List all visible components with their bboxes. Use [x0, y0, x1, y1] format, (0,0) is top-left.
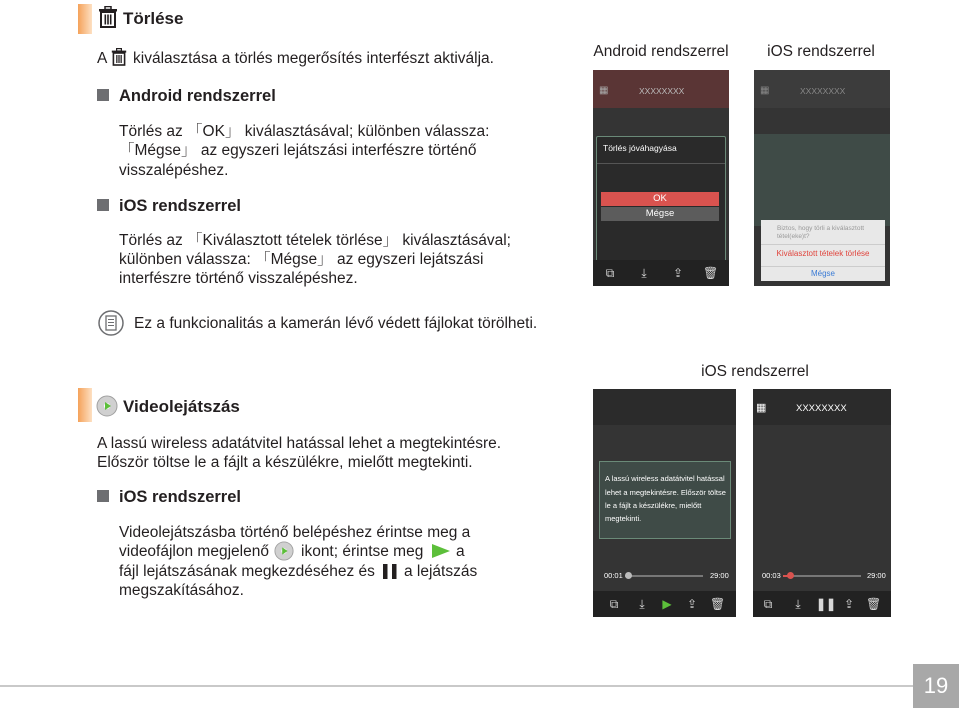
delete-intro-text: kiválasztása a törlés megerősítés interfészt aktiválja.: [133, 50, 494, 67]
progress-track[interactable]: [783, 575, 861, 577]
bottom-toolbar: [593, 591, 736, 617]
grid-icon: ▦: [756, 402, 767, 414]
message-line-1: A lassú wireless adatátvitel hatással: [605, 474, 725, 483]
video-disc-icon: [274, 541, 294, 561]
progress-track[interactable]: [625, 575, 703, 577]
download-icon[interactable]: ⤓: [641, 266, 647, 280]
video-disc-icon: [96, 395, 118, 417]
time-start: 00:01: [604, 571, 623, 580]
section-title-video: Videolejátszás: [123, 397, 240, 416]
bottom-toolbar: [593, 260, 729, 286]
message-line-2: lehet a megtekintésre. Először töltse: [605, 488, 726, 497]
time-start: 00:03: [762, 571, 781, 580]
share-icon[interactable]: ⇪: [686, 597, 698, 611]
video-ios-line-2b: ikont; érintse meg: [301, 543, 424, 560]
note-text: Ez a funkcionalitás a kamerán lévő védett fájlokat törölheti.: [134, 315, 538, 332]
trash-icon: [111, 48, 127, 66]
video-ios-line-3b: a lejátszás: [404, 563, 478, 580]
pause-icon: [382, 564, 398, 579]
video-ios-line-2a: videofájlon megjelenő: [119, 543, 269, 560]
section-accent-bar: [78, 4, 92, 34]
copy-icon[interactable]: ⧉: [609, 597, 619, 611]
video-ios-line-4: megszakításához.: [119, 582, 244, 599]
video-screen-right: [753, 389, 891, 617]
dialog-title: Törlés jóváhagyása: [603, 143, 677, 153]
video-ios-line-2c: a: [456, 543, 465, 560]
cancel-label: Mégse: [810, 269, 835, 278]
action-sheet-divider: [761, 244, 885, 245]
grid-icon: ▦: [760, 85, 770, 96]
note-icon: [98, 310, 124, 336]
video-screen-left: [593, 389, 736, 617]
ios-heading: iOS rendszerrel: [119, 197, 241, 215]
dialog-divider: [597, 163, 725, 164]
footer-rule: [0, 685, 913, 687]
video-message-box: [599, 461, 731, 539]
bottom-toolbar: [753, 591, 891, 617]
ok-button[interactable]: OK: [601, 192, 719, 206]
share-icon[interactable]: ⇪: [843, 597, 855, 611]
trash-icon[interactable]: 🗑: [710, 597, 726, 611]
android-heading: Android rendszerrel: [119, 87, 276, 105]
section-title-delete: Törlése: [123, 9, 184, 28]
pause-icon[interactable]: ❚❚: [816, 597, 837, 611]
time-end: 29:00: [867, 571, 886, 580]
section-accent-bar: [78, 388, 92, 422]
grid-icon: ▦: [599, 85, 609, 96]
play-icon[interactable]: ▶: [662, 597, 672, 611]
copy-icon[interactable]: ⧉: [605, 266, 615, 280]
page-number: 19: [913, 664, 959, 708]
android-heading-marker: [97, 89, 109, 101]
video-ios-line-1: Videolejátszásba történő belépéshez érintse meg a: [119, 524, 471, 541]
screen-title: XXXXXXXX: [800, 86, 846, 96]
download-icon[interactable]: ⤓: [795, 597, 801, 611]
android-delete-screen: [593, 70, 729, 286]
trash-icon[interactable]: 🗑: [866, 597, 882, 611]
ios-delete-screen: [754, 70, 890, 286]
screen-title: XXXXXXXX: [796, 403, 847, 414]
video-text-line-1: A lassú wireless adatátvitel hatással lehet a megtekintésre.: [97, 435, 502, 452]
play-icon: [431, 543, 451, 559]
ios-text-line-2: különben válassza: 「Mégse」 az egyszeri lejátszási: [119, 251, 484, 268]
progress-knob[interactable]: [625, 572, 632, 579]
action-sheet: [761, 220, 885, 266]
download-icon[interactable]: ⤓: [639, 597, 645, 611]
android-text-line-3: visszalépéshez.: [119, 162, 229, 179]
screen-content: [754, 134, 890, 226]
android-text-line-1: Törlés az 「OK」 kiválasztásával; különben válassza:: [119, 123, 490, 140]
trash-icon[interactable]: 🗑: [703, 266, 719, 280]
android-caption: Android rendszerrel: [593, 43, 729, 60]
message-line-4: megtekinti.: [605, 514, 642, 523]
delete-intro-a: A: [97, 50, 108, 67]
screen-title: XXXXXXXX: [639, 86, 685, 96]
ios-text-line-3: interfészre történő visszalépéshez.: [119, 270, 358, 287]
ios-text-line-1: Törlés az 「Kiválasztott tételek törlése」 kiválasztásával;: [119, 232, 511, 249]
copy-icon[interactable]: ⧉: [763, 597, 773, 611]
share-icon[interactable]: ⇪: [672, 266, 684, 280]
delete-selected-button[interactable]: Kiválasztott tételek törlése: [776, 249, 870, 258]
video-ios-line-3a: fájl lejátszásának megkezdéséhez és: [119, 563, 375, 580]
ios-cancel-button[interactable]: [761, 266, 885, 281]
time-end: 29:00: [710, 571, 729, 580]
video-ios-heading: iOS rendszerrel: [119, 488, 241, 506]
action-sheet-question: Biztos, hogy törli a kiválasztott tétel(eke)t?: [777, 225, 865, 240]
cancel-button[interactable]: Mégse: [601, 207, 719, 221]
android-text-line-2: 「Mégse」 az egyszeri lejátszási interfészre történő: [119, 142, 477, 159]
message-line-3: le a fájlt a készülékre, mielőtt: [605, 501, 702, 510]
progress-knob[interactable]: [787, 572, 794, 579]
video-ios-heading-marker: [97, 490, 109, 502]
trash-icon: [98, 6, 118, 28]
screen-topbar: [593, 389, 736, 425]
ios-caption: iOS rendszerrel: [767, 43, 875, 60]
ios-heading-marker: [97, 199, 109, 211]
video-ios-caption: iOS rendszerrel: [701, 363, 809, 380]
video-text-line-2: Először töltse le a fájlt a készülékre, mielőtt megtekinti.: [97, 454, 473, 471]
